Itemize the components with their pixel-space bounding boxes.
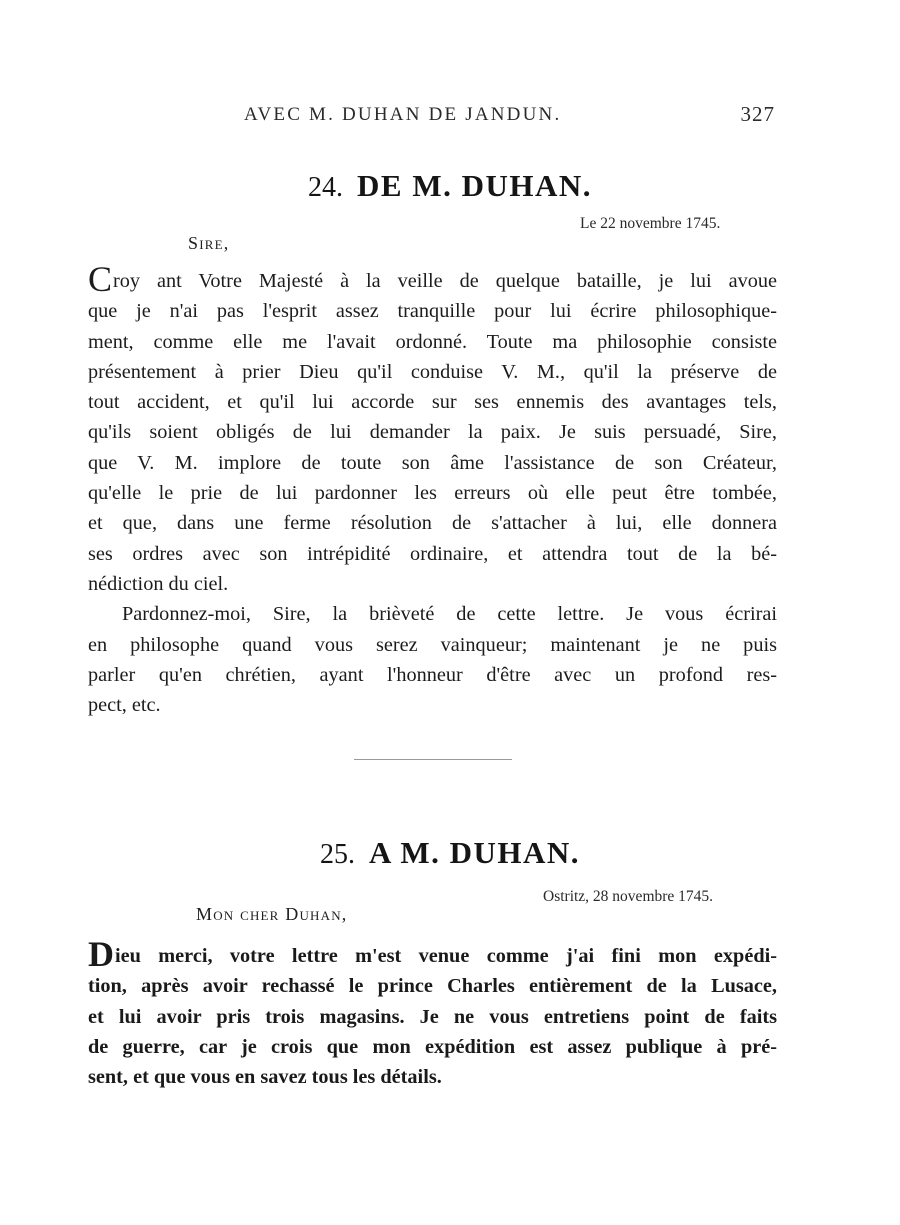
- letter-25-title: A M. DUHAN.: [368, 835, 581, 870]
- text-line: et que, dans une ferme résolution de s'attacher à lui, elle donnera: [88, 512, 777, 535]
- letter-24-dateline: Le 22 novembre 1745.: [580, 215, 721, 232]
- text-line: Dieu merci, votre lettre m'est venue comme j'ai fini mon expédi-: [88, 934, 777, 974]
- letter-24-body: [88, 259, 777, 720]
- letter-24-paragraph-1: [88, 259, 777, 599]
- text-line: ment, comme elle me l'avait ordonné. Toute ma philosophie consiste: [88, 330, 777, 353]
- text-line: que je n'ai pas l'esprit assez tranquille pour lui écrire philosophique-: [88, 300, 777, 323]
- text-line: ses ordres avec son intrépidité ordinaire, et attendra tout de la bé-: [88, 542, 777, 565]
- text-line: tout accident, et qu'il lui accorde sur ses ennemis des avantages tels,: [88, 391, 777, 414]
- text-line: tion, après avoir rechassé le prince Charles entièrement de la Lusace,: [88, 975, 777, 998]
- letter-25-dateline: Ostritz, 28 novembre 1745.: [543, 888, 714, 905]
- letter-25-salutation: Mon cher Duhan,: [196, 904, 348, 924]
- text-line: que V. M. implore de toute son âme l'assistance de son Créateur,: [88, 451, 777, 474]
- letter-25-heading: [0, 835, 900, 871]
- text-line: et lui avoir pris trois magasins. Je ne vous entretiens point de faits: [88, 1005, 777, 1028]
- text-line: parler qu'en chrétien, ayant l'honneur d'être avec un profond res-: [88, 663, 777, 686]
- letter-25-number: 25.: [319, 839, 355, 870]
- text-line: de guerre, car je crois que mon expédition est assez publique à pré-: [88, 1035, 777, 1058]
- section-divider: [354, 759, 512, 760]
- letter-24-paragraph-2: [88, 599, 777, 720]
- letter-24-number: 24.: [308, 172, 343, 203]
- text-line: qu'elle le prie de lui pardonner les erreurs où elle peut être tombée,: [88, 482, 777, 505]
- letter-25-paragraph-1: [88, 934, 777, 1092]
- text-line: en philosophe quand vous serez vainqueur; maintenant je ne puis: [88, 633, 777, 656]
- text-line: présentement à prier Dieu qu'il conduise V. M., qu'il la préserve de: [88, 360, 777, 383]
- letter-24-title: DE M. DUHAN.: [357, 168, 592, 203]
- letter-24-salutation: Sire,: [188, 233, 230, 253]
- running-head: AVEC M. DUHAN DE JANDUN.: [244, 104, 562, 125]
- text-line: nédiction du ciel.: [88, 572, 229, 595]
- drop-cap: C: [88, 259, 113, 299]
- text-line: Pardonnez-moi, Sire, la brièveté de cette lettre. Je vous écrirai: [122, 603, 777, 626]
- text-line: pect, etc.: [88, 694, 161, 717]
- letter-24-heading: [0, 168, 900, 204]
- text-line: sent, et que vous en savez tous les détails.: [88, 1066, 442, 1089]
- page-number: 327: [740, 102, 775, 126]
- text-line: qu'ils soient obligés de lui demander la paix. Je suis persuadé, Sire,: [88, 421, 777, 444]
- text-line: Croy ant Votre Majesté à la veille de quelque bataille, je lui avoue: [88, 259, 777, 299]
- drop-cap: D: [88, 934, 114, 974]
- letter-25-body: [88, 934, 777, 1092]
